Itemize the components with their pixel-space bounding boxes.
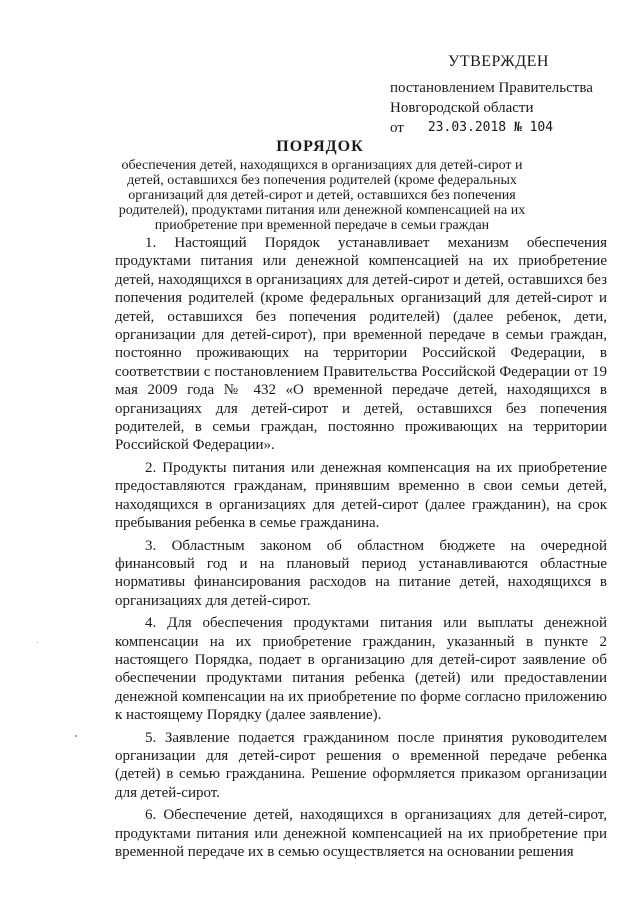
approval-line-1: постановлением Правительства	[390, 80, 593, 96]
paragraph-6: 6. Обеспечение детей, находящихся в организациях для детей-сирот, продуктами питания или денежной компенсацией на их приобретение при временной передаче их в семью осуществляется на основании решения	[115, 807, 607, 860]
document-title: ПОРЯДОК	[276, 138, 364, 155]
approval-block	[390, 52, 593, 138]
paragraph-5: 5. Заявление подается гражданином после принятия руководителем организации для детей-сирот решения о временной передаче ребенка (детей) в семью гражданина. Решение оформляется приказом организации для детей-сирот.	[115, 729, 607, 801]
approval-date-row	[390, 118, 593, 138]
approval-heading: УТВЕРЖДЕН	[448, 53, 549, 70]
paragraph-4: 4. Для обеспечения продуктами питания или выплаты денежной компенсации на их приобретение гражданин, указанный в пункте 2 настоящего Порядка, подает в организацию для детей-сирот заявление об обеспечении продуктами питания ребенка (детей) или предоставлении денежной компенсации на их приобретение по форме согласно приложению к настоящему Порядку (далее заявление).	[115, 615, 607, 724]
paragraph-1: 1. Настоящий Порядок устанавливает механизм обеспечения продуктами питания или денежной компенсацией на их приобретение детей, находящихся в организациях для детей-сирот и детей, оставшихся без попечения родителей (кроме федеральных организаций для детей-сирот и детей, оставшихся без попечения родителей) (далее ребенок, дети, организации для детей-сирот), при временной передаче в семьи граждан, постоянно проживающих на территории Российской Федерации, в соответствии с постановлением Правительства Российской Федерации от 19 мая 2009 года № 432 «О временной передаче детей, находящихся в организациях для детей-сирот и детей, оставшихся без попечения родителей, в семьи граждан, постоянно проживающих на территории Российской Федерации».	[115, 235, 607, 454]
document-subtitle: обеспечения детей, находящихся в организациях для детей-сирот и детей, оставшихся без попечения родителей (кроме федеральных организаций для детей-сирот и детей, оставшихся без попечения родителей), продуктами питания или денежной компенсацией на их приобретение при временной передаче в семьи граждан	[118, 158, 526, 233]
paragraph-2: 2. Продукты питания или денежная компенсация на их приобретение предоставляются гражданам, принявшим временно в свои семьи детей, находящихся в организациях для детей-сирот (далее гражданин), на срок пребывания ребенка в семье гражданина.	[115, 459, 607, 532]
approval-line-2: Новгородской области	[390, 100, 534, 116]
document-body	[115, 234, 607, 865]
approval-date-prefix: от	[390, 120, 404, 136]
scan-speck	[75, 735, 77, 737]
approval-date-value: 23.03.2018 № 104	[427, 120, 554, 135]
scan-speck	[37, 642, 38, 643]
paragraph-3: 3. Областным законом об областном бюджете на очередной финансовый год и на плановый период устанавливаются областные нормативы финансирования расходов на питание детей, находящихся в организациях для детей-сирот.	[115, 537, 607, 609]
